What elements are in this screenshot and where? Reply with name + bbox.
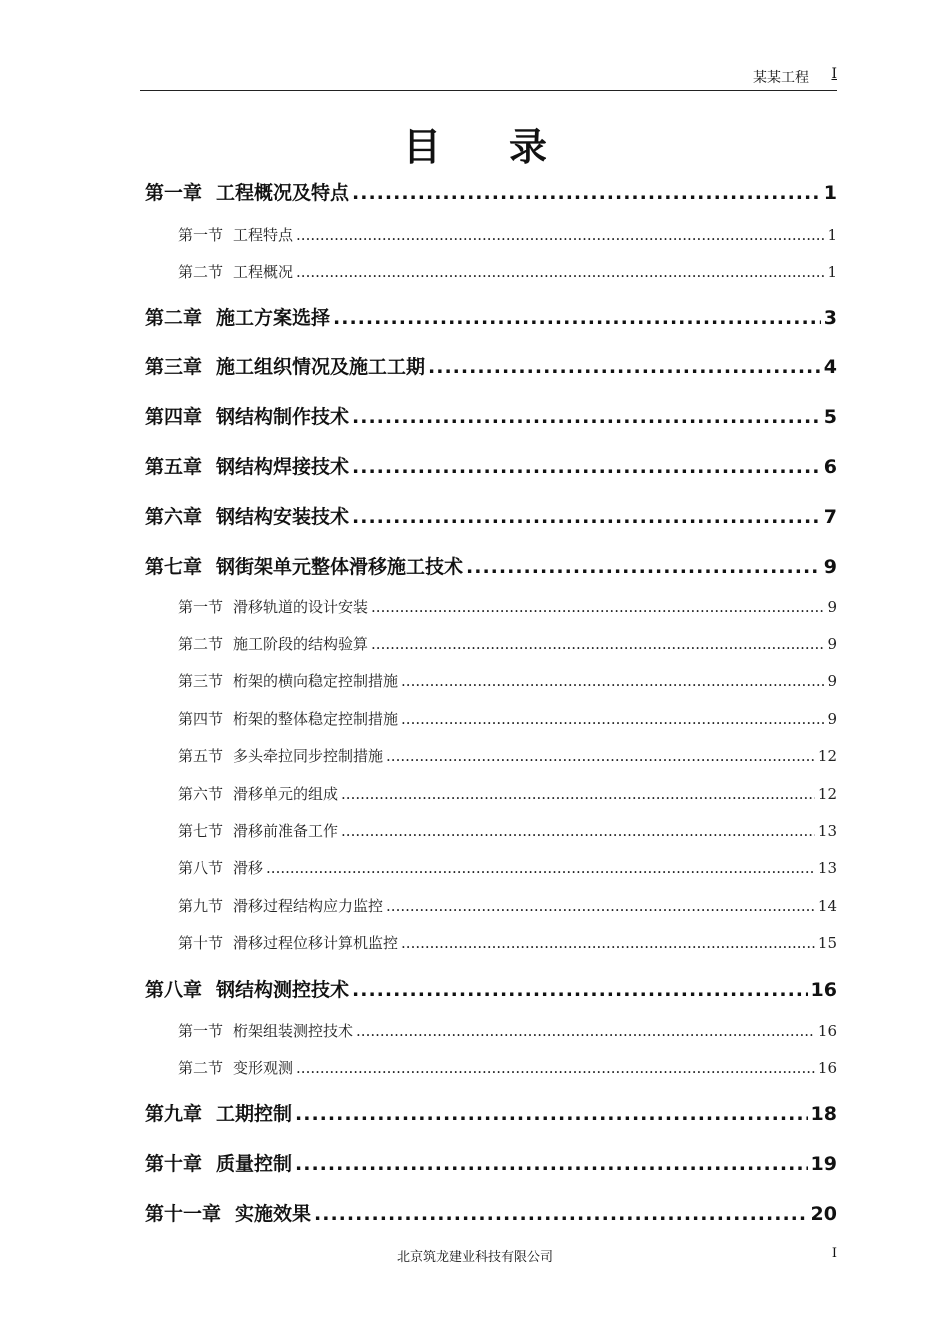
toc-dot-leader [296,263,824,281]
toc-entry-title: 桁架的整体稳定控制措施 [233,710,399,728]
toc-dot-leader [352,182,821,204]
toc-entry-label: 第二节 [178,263,224,281]
toc-section-entry[interactable] [178,633,837,654]
toc-dot-leader [401,934,815,952]
toc-chapter-entry[interactable] [145,975,837,1002]
toc-title: 目录 [402,125,615,169]
toc-entry-page-number: 6 [823,456,837,478]
toc-entry-title: 工程概况及特点 [216,182,350,204]
toc-dot-leader [333,307,821,329]
toc-entry-label: 第八节 [178,859,224,877]
toc-entry-page-number: 20 [810,1203,837,1225]
toc-dot-leader [401,672,824,690]
toc-entry-title: 施工方案选择 [216,307,331,329]
toc-dot-leader [386,747,815,765]
toc-entry-page-number: 19 [810,1153,837,1175]
toc-chapter-entry[interactable] [145,452,837,479]
toc-entry-page-number: 12 [817,747,837,765]
toc-dot-leader [296,1059,815,1077]
toc-entry-label: 第四节 [178,710,224,728]
toc-entry-label: 第十章 [145,1153,203,1175]
toc-dot-leader [352,456,821,478]
toc-dot-leader [371,598,824,616]
toc-entry-label: 第三章 [145,356,203,378]
toc-dot-leader [386,897,815,915]
footer-company: 北京筑龙建业科技有限公司 [396,1250,553,1265]
toc-entry-page-number: 1 [827,226,837,244]
toc-entry-label: 第三节 [178,672,224,690]
toc-entry-title: 多头牵拉同步控制措施 [233,747,384,765]
toc-section-entry[interactable] [178,745,837,766]
toc-entry-title: 滑移轨道的设计安装 [233,598,369,616]
toc-entry-page-number: 1 [827,263,837,281]
toc-entry-label: 第八章 [145,979,203,1001]
toc-entry-title: 质量控制 [216,1153,293,1175]
toc-entry-label: 第七节 [178,822,224,840]
toc-entry-title: 滑移单元的组成 [233,785,339,803]
toc-dot-leader [352,506,821,528]
toc-entry-title: 钢街架单元整体滑移施工技术 [216,556,464,578]
toc-entry-page-number: 9 [823,556,837,578]
toc-entry-page-number: 18 [810,1103,837,1125]
toc-dot-leader [352,406,821,428]
toc-chapter-entry[interactable] [145,178,837,205]
toc-section-entry[interactable] [178,261,837,282]
toc-entry-page-number: 15 [817,934,837,952]
toc-entry-title: 变形观测 [233,1059,294,1077]
toc-dot-leader [371,635,824,653]
toc-entry-page-number: 13 [817,822,837,840]
toc-entry-label: 第一章 [145,182,203,204]
toc-entry-title: 施工阶段的结构验算 [233,635,369,653]
toc-entry-title: 桁架组装测控技术 [233,1022,354,1040]
toc-dot-leader [314,1203,808,1225]
toc-dot-leader [295,1153,808,1175]
header-page-number: I [831,66,837,82]
toc-chapter-entry[interactable] [145,303,837,330]
toc-chapter-entry[interactable] [145,1149,837,1176]
toc-dot-leader [428,356,821,378]
toc-dot-leader [401,710,824,728]
toc-section-entry[interactable] [178,1057,837,1078]
toc-entry-page-number: 9 [827,635,837,653]
toc-entry-page-number: 16 [810,979,837,1001]
toc-dot-leader [466,556,821,578]
toc-entry-title: 钢结构制作技术 [216,406,350,428]
toc-entry-page-number: 12 [817,785,837,803]
toc-entry-page-number: 16 [817,1059,837,1077]
toc-entry-label: 第九节 [178,897,224,915]
toc-entry-title: 工期控制 [216,1103,293,1125]
toc-entry-page-number: 9 [827,598,837,616]
toc-dot-leader [266,859,815,877]
toc-dot-leader [352,979,808,1001]
toc-entry-label: 第十节 [178,934,224,952]
toc-entry-label: 第五章 [145,456,203,478]
toc-entry-label: 第十一章 [145,1203,222,1225]
toc-entry-title: 钢结构焊接技术 [216,456,350,478]
toc-entry-label: 第二章 [145,307,203,329]
toc-entry-page-number: 4 [823,356,837,378]
footer-page-number: I [831,1246,837,1261]
toc-entry-page-number: 5 [823,406,837,428]
toc-entry-title: 桁架的横向稳定控制措施 [233,672,399,690]
toc-section-entry[interactable] [178,783,837,804]
toc-entry-title: 滑移过程位移计算机监控 [233,934,399,952]
header-title: 某某工程 [753,70,809,86]
toc-chapter-entry[interactable] [145,352,837,379]
toc-entry-label: 第一节 [178,226,224,244]
toc-entry-page-number: 13 [817,859,837,877]
toc-section-entry[interactable] [178,895,837,916]
toc-entry-label: 第二节 [178,1059,224,1077]
toc-chapter-entry[interactable] [145,502,837,529]
toc-entry-page-number: 14 [817,897,837,915]
page-header [140,62,837,91]
toc-section-entry[interactable] [178,708,837,729]
toc-section-entry[interactable] [178,820,837,841]
toc-entry-title: 滑移 [233,859,264,877]
toc-section-entry[interactable] [178,224,837,245]
toc-chapter-entry[interactable] [145,1199,837,1226]
toc-chapter-entry[interactable] [145,402,837,429]
toc-entry-page-number: 7 [823,506,837,528]
toc-section-entry[interactable] [178,670,837,691]
toc-entry-page-number: 1 [823,182,837,204]
toc-entry-title: 滑移过程结构应力监控 [233,897,384,915]
toc-dot-leader [341,785,815,803]
toc-entry-title: 钢结构测控技术 [216,979,350,1001]
toc-entry-label: 第四章 [145,406,203,428]
toc-entry-label: 第一节 [178,598,224,616]
toc-entry-page-number: 16 [817,1022,837,1040]
toc-dot-leader [295,1103,808,1125]
toc-entry-title: 工程特点 [233,226,294,244]
toc-entry-title: 实施效果 [235,1203,312,1225]
toc-entry-page-number: 9 [827,710,837,728]
toc-entry-label: 第九章 [145,1103,203,1125]
toc-section-entry[interactable] [178,932,837,953]
toc-entry-page-number: 3 [823,307,837,329]
toc-chapter-entry[interactable] [145,552,837,579]
toc-entry-title: 施工组织情况及施工工期 [216,356,426,378]
toc-dot-leader [296,226,824,244]
toc-entry-title: 滑移前准备工作 [233,822,339,840]
toc-entry-label: 第二节 [178,635,224,653]
toc-section-entry[interactable] [178,1020,837,1041]
toc-entry-title: 工程概况 [233,263,294,281]
toc-section-entry[interactable] [178,596,837,617]
toc-entry-label: 第七章 [145,556,203,578]
toc-entry-label: 第六章 [145,506,203,528]
toc-dot-leader [341,822,815,840]
toc-entry-label: 第六节 [178,785,224,803]
toc-entry-label: 第五节 [178,747,224,765]
toc-entry-label: 第一节 [178,1022,224,1040]
toc-chapter-entry[interactable] [145,1099,837,1126]
toc-entry-title: 钢结构安装技术 [216,506,350,528]
toc-section-entry[interactable] [178,857,837,878]
toc-dot-leader [356,1022,815,1040]
toc-entry-page-number: 9 [827,672,837,690]
